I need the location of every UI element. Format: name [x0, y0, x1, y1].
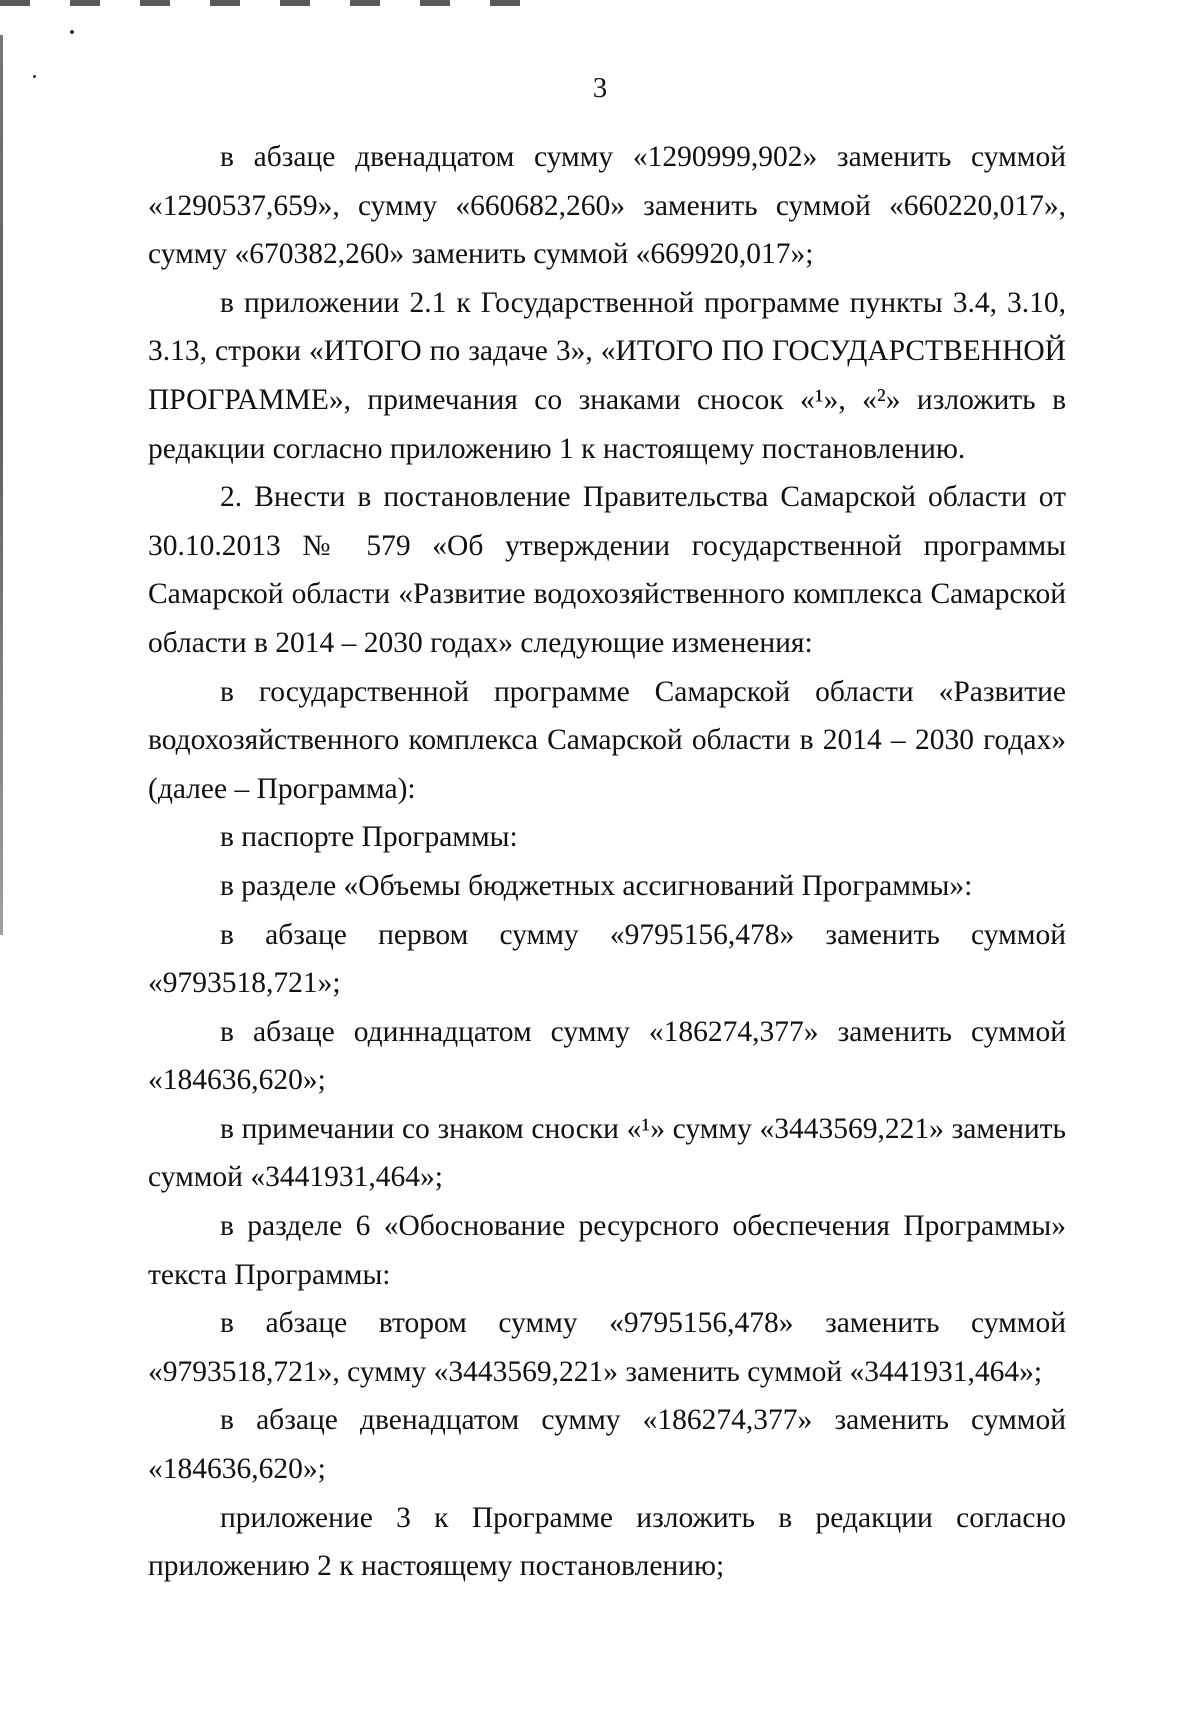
paragraph: в абзаце двенадцатом сумму «1290999,902» заменить суммой «1290537,659», сумму «660682,260» заменить суммой «660220,017», сумму «670382,260» заменить суммой «669920,017»; [148, 141, 1066, 271]
page-number: 3 [592, 72, 608, 104]
paragraph: 2. Внести в постановление Правительства Самарской области от 30.10.2013 № 579 «Об утверждении государственной программы Самарской области «Развитие водохозяйственного комплекса Самарской области в 2014 – 2030 годах» следующие изменения: [148, 481, 1066, 659]
paragraph: в абзаце втором сумму «9795156,478» заменить суммой «9793518,721», сумму «3443569,221» заменить суммой «3441931,464»; [148, 1307, 1066, 1388]
paragraph: в приложении 2.1 к Государственной программе пункты 3.4, 3.10, 3.13, строки «ИТОГО по задаче 3», «ИТОГО ПО ГОСУДАРСТВЕННОЙ ПРОГРАММЕ», примечания со знаками сносок «¹», «²» изложить в редакции согласно приложению 1 к настоящему постановлению. [148, 286, 1066, 465]
paragraph: в паспорте Программы: [220, 821, 518, 854]
scan-edge-left [0, 35, 3, 935]
paragraph: в государственной программе Самарской области «Развитие водохозяйственного комплекса Самарской области в 2014 – 2030 годах» (далее – Программа): [148, 675, 1066, 805]
paragraph: в разделе «Объемы бюджетных ассигнований Программы»: [220, 869, 973, 902]
paragraph: приложение 3 к Программе изложить в редакции согласно приложению 2 к настоящему постановлению; [148, 1501, 1066, 1583]
paragraph: в абзаце первом сумму «9795156,478» заменить суммой «9793518,721»; [148, 918, 1066, 1000]
paragraph: в разделе 6 «Обоснование ресурсного обеспечения Программы» текста Программы: [148, 1210, 1066, 1291]
scan-speck [70, 30, 74, 34]
document-body [148, 133, 1066, 1591]
scan-edge-top [0, 0, 560, 6]
paragraph: в абзаце двенадцатом сумму «186274,377» заменить суммой «184636,620»; [148, 1404, 1066, 1486]
paragraph: в примечании со знаком сноски «¹» сумму «3443569,221» заменить суммой «3441931,464»; [148, 1112, 1066, 1194]
paragraph: в абзаце одиннадцатом сумму «186274,377» заменить суммой «184636,620»; [148, 1015, 1066, 1097]
